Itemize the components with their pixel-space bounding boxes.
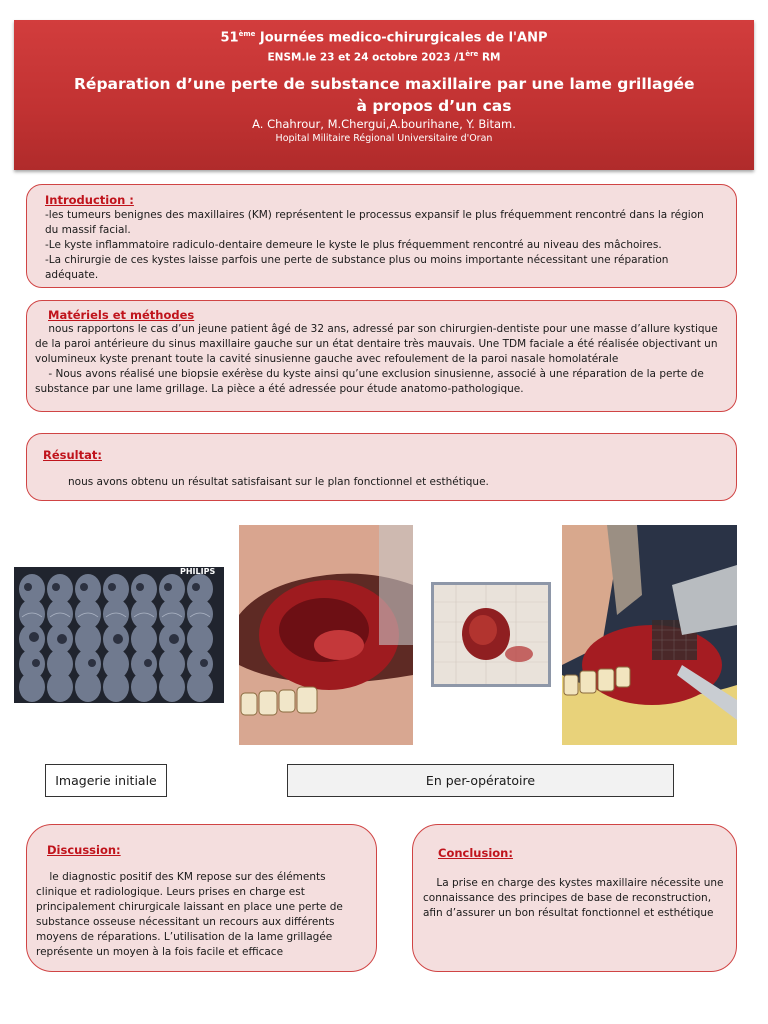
event-title: 51ème Journées medico-chirurgicales de l'ANP bbox=[220, 30, 548, 46]
surgical-photo-2 bbox=[562, 525, 737, 745]
poster-header bbox=[14, 20, 754, 170]
poster-title-line2: à propos d’un cas bbox=[356, 97, 512, 115]
discussion-title: Discussion: bbox=[47, 843, 121, 857]
surgical-photo-2-graphic bbox=[562, 525, 737, 745]
authors: A. Chahrour, M.Chergui,A.bourihane, Y. Bitam. bbox=[252, 117, 516, 131]
caption-peroperative: En per-opératoire bbox=[287, 764, 674, 797]
methods-box bbox=[26, 300, 737, 412]
conclusion-box bbox=[412, 824, 737, 972]
ct-scan-image bbox=[14, 567, 224, 703]
conclusion-text: La prise en charge des kystes maxillaire nécessite une connaissance des principes de base de reconstruction, afin d’assurer un bon résultat fonctionnel et esthétique bbox=[423, 877, 727, 919]
conclusion-title: Conclusion: bbox=[438, 846, 513, 860]
result-title: Résultat: bbox=[43, 448, 102, 462]
ct-brand-label: PHILIPS bbox=[180, 567, 216, 576]
introduction-line: -La chirurgie de ces kystes laisse parfois une perte de substance plus ou moins importante nécessitant une réparation adéquate. bbox=[45, 254, 669, 281]
methods-title: Matériels et méthodes bbox=[48, 308, 195, 322]
poster-title-line1: Réparation d’une perte de substance maxillaire par une lame grillagée bbox=[74, 75, 695, 93]
result-text: nous avons obtenu un résultat satisfaisant sur le plan fonctionnel et esthétique. bbox=[68, 476, 489, 488]
discussion-text: le diagnostic positif des KM repose sur des éléments clinique et radiologique. Leurs prises en charge est principalement chirurgicale laissant en place une perte de substance osseuse nécessitant un recours aux différents moyens de réparations. L’utilisation de la lame grillagée représente un moyen à la fois facile et efficace bbox=[36, 871, 347, 958]
specimen-photo-graphic bbox=[431, 582, 551, 687]
methods-paragraph: - Nous avons réalisé une biopsie exérèse du kyste ainsi qu’une exclusion sinusienne, associé à une réparation de la perte de substance par une lame grillage. La pièce a été adressée pour étude anatomo-pathologique. bbox=[35, 368, 708, 395]
introduction-title: Introduction : bbox=[45, 193, 134, 207]
methods-paragraph: nous rapportons le cas d’un jeune patient âgé de 32 ans, adressé par son chirurgien-dentiste pour une masse d’allure kystique de la paroi antérieure du sinus maxillaire gauche sur un état dentaire très mauvais. Une TDM faciale a été réalisée objectivant un volumineux kyste prenant toute la cavité sinusienne gauche avec refoulement de la paroi nasale homolatérale bbox=[35, 323, 722, 365]
ct-scan-graphic bbox=[14, 567, 224, 703]
surgical-photo-1 bbox=[239, 525, 413, 745]
event-venue: ENSM.le 23 et 24 octobre 2023 /1ère RM bbox=[267, 50, 501, 64]
result-box bbox=[26, 433, 737, 501]
surgical-photo-1-graphic bbox=[239, 525, 413, 745]
specimen-photo bbox=[431, 582, 551, 687]
introduction-line: -les tumeurs benignes des maxillaires (KM) représentent le processus expansif le plus fréquemment rencontré dans la région du massif facial. bbox=[45, 209, 704, 236]
caption-imaging: Imagerie initiale bbox=[45, 764, 167, 797]
introduction-line: -Le kyste inflammatoire radiculo-dentaire demeure le kyste le plus fréquemment rencontré au niveau des mâchoires. bbox=[45, 239, 662, 251]
discussion-box bbox=[26, 824, 377, 972]
hospital: Hopital Militaire Régional Universitaire d'Oran bbox=[275, 133, 493, 144]
introduction-box bbox=[26, 184, 737, 288]
